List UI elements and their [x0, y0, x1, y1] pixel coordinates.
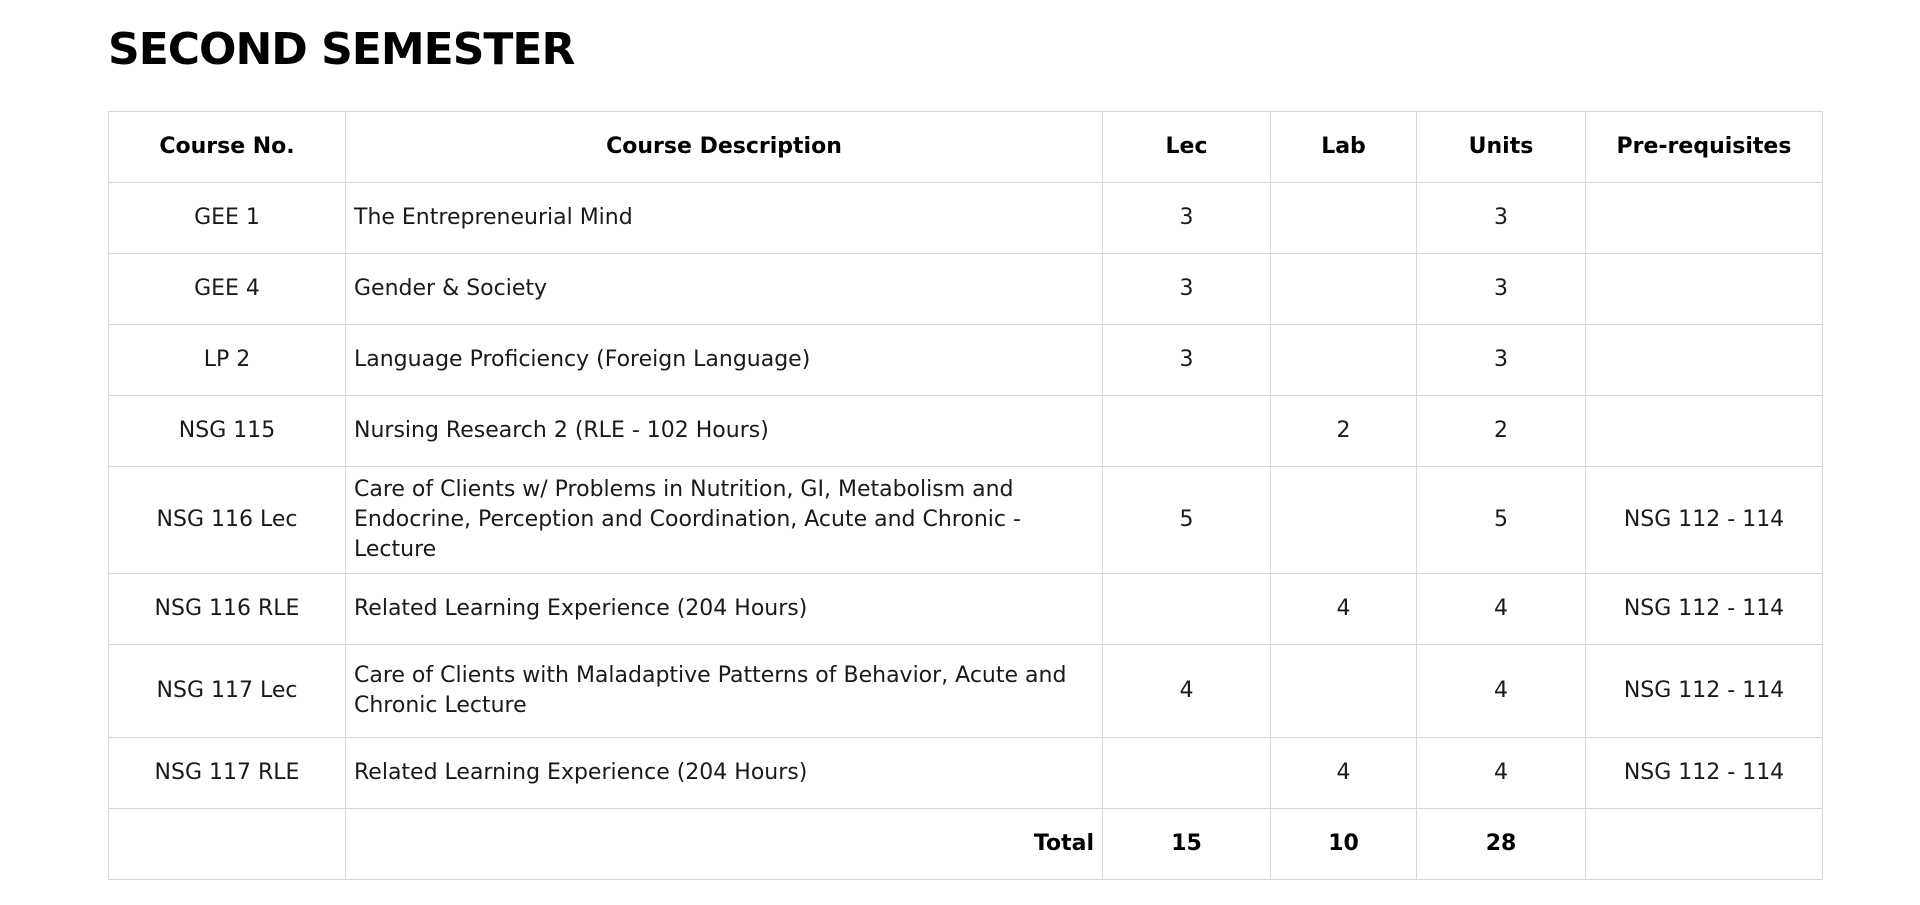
total-prerequisites-empty-cell: [1586, 809, 1823, 880]
lec-cell: 4: [1103, 645, 1271, 738]
units-cell: 4: [1417, 574, 1586, 645]
lec-cell: 3: [1103, 325, 1271, 396]
lec-cell: 5: [1103, 467, 1271, 574]
units-cell: 3: [1417, 325, 1586, 396]
header-course-no: Course No.: [109, 112, 346, 183]
units-cell: 2: [1417, 396, 1586, 467]
units-cell: 3: [1417, 183, 1586, 254]
lec-cell: 3: [1103, 254, 1271, 325]
lec-cell: [1103, 396, 1271, 467]
units-cell: 3: [1417, 254, 1586, 325]
lec-cell: [1103, 574, 1271, 645]
header-lec: Lec: [1103, 112, 1271, 183]
curriculum-table: [108, 111, 1823, 880]
header-course-description: Course Description: [346, 112, 1103, 183]
prerequisites-cell: NSG 112 - 114: [1586, 645, 1823, 738]
course-description-cell: Care of Clients with Maladaptive Patterns of Behavior, Acute and Chronic Lecture: [346, 645, 1103, 738]
prerequisites-cell: [1586, 254, 1823, 325]
table-row: [109, 574, 1823, 645]
units-cell: 4: [1417, 738, 1586, 809]
units-cell: 5: [1417, 467, 1586, 574]
table-row: [109, 396, 1823, 467]
lec-cell: [1103, 738, 1271, 809]
prerequisites-cell: NSG 112 - 114: [1586, 738, 1823, 809]
total-lec: 15: [1103, 809, 1271, 880]
course-no-cell: NSG 115: [109, 396, 346, 467]
table-header-row: [109, 112, 1823, 183]
lab-cell: 4: [1271, 738, 1417, 809]
course-no-cell: NSG 116 Lec: [109, 467, 346, 574]
header-prerequisites: Pre-requisites: [1586, 112, 1823, 183]
lec-cell: 3: [1103, 183, 1271, 254]
table-row: [109, 738, 1823, 809]
course-description-cell: Related Learning Experience (204 Hours): [346, 738, 1103, 809]
page-title: SECOND SEMESTER: [108, 24, 575, 75]
course-description-cell: Related Learning Experience (204 Hours): [346, 574, 1103, 645]
prerequisites-cell: NSG 112 - 114: [1586, 467, 1823, 574]
lab-cell: [1271, 645, 1417, 738]
course-description-cell: Gender & Society: [346, 254, 1103, 325]
course-no-cell: LP 2: [109, 325, 346, 396]
prerequisites-cell: [1586, 396, 1823, 467]
header-lab: Lab: [1271, 112, 1417, 183]
course-description-cell: Language Proficiency (Foreign Language): [346, 325, 1103, 396]
course-no-cell: NSG 117 Lec: [109, 645, 346, 738]
course-description-cell: Care of Clients w/ Problems in Nutrition, GI, Metabolism and Endocrine, Perception and Coordination, Acute and Chronic - Lecture: [346, 467, 1103, 574]
table-row: [109, 325, 1823, 396]
table-row: [109, 183, 1823, 254]
total-units: 28: [1417, 809, 1586, 880]
prerequisites-cell: [1586, 183, 1823, 254]
prerequisites-cell: [1586, 325, 1823, 396]
table-row: [109, 254, 1823, 325]
total-row: [109, 809, 1823, 880]
course-no-cell: GEE 1: [109, 183, 346, 254]
course-no-cell: GEE 4: [109, 254, 346, 325]
units-cell: 4: [1417, 645, 1586, 738]
total-label: Total: [346, 809, 1103, 880]
lab-cell: 2: [1271, 396, 1417, 467]
lab-cell: [1271, 467, 1417, 574]
table-row: [109, 645, 1823, 738]
course-no-cell: NSG 116 RLE: [109, 574, 346, 645]
course-description-cell: The Entrepreneurial Mind: [346, 183, 1103, 254]
prerequisites-cell: NSG 112 - 114: [1586, 574, 1823, 645]
lab-cell: 4: [1271, 574, 1417, 645]
course-description-cell: Nursing Research 2 (RLE - 102 Hours): [346, 396, 1103, 467]
course-no-cell: NSG 117 RLE: [109, 738, 346, 809]
total-empty-cell: [109, 809, 346, 880]
table-row: [109, 467, 1823, 574]
lab-cell: [1271, 254, 1417, 325]
lab-cell: [1271, 325, 1417, 396]
lab-cell: [1271, 183, 1417, 254]
header-units: Units: [1417, 112, 1586, 183]
total-lab: 10: [1271, 809, 1417, 880]
